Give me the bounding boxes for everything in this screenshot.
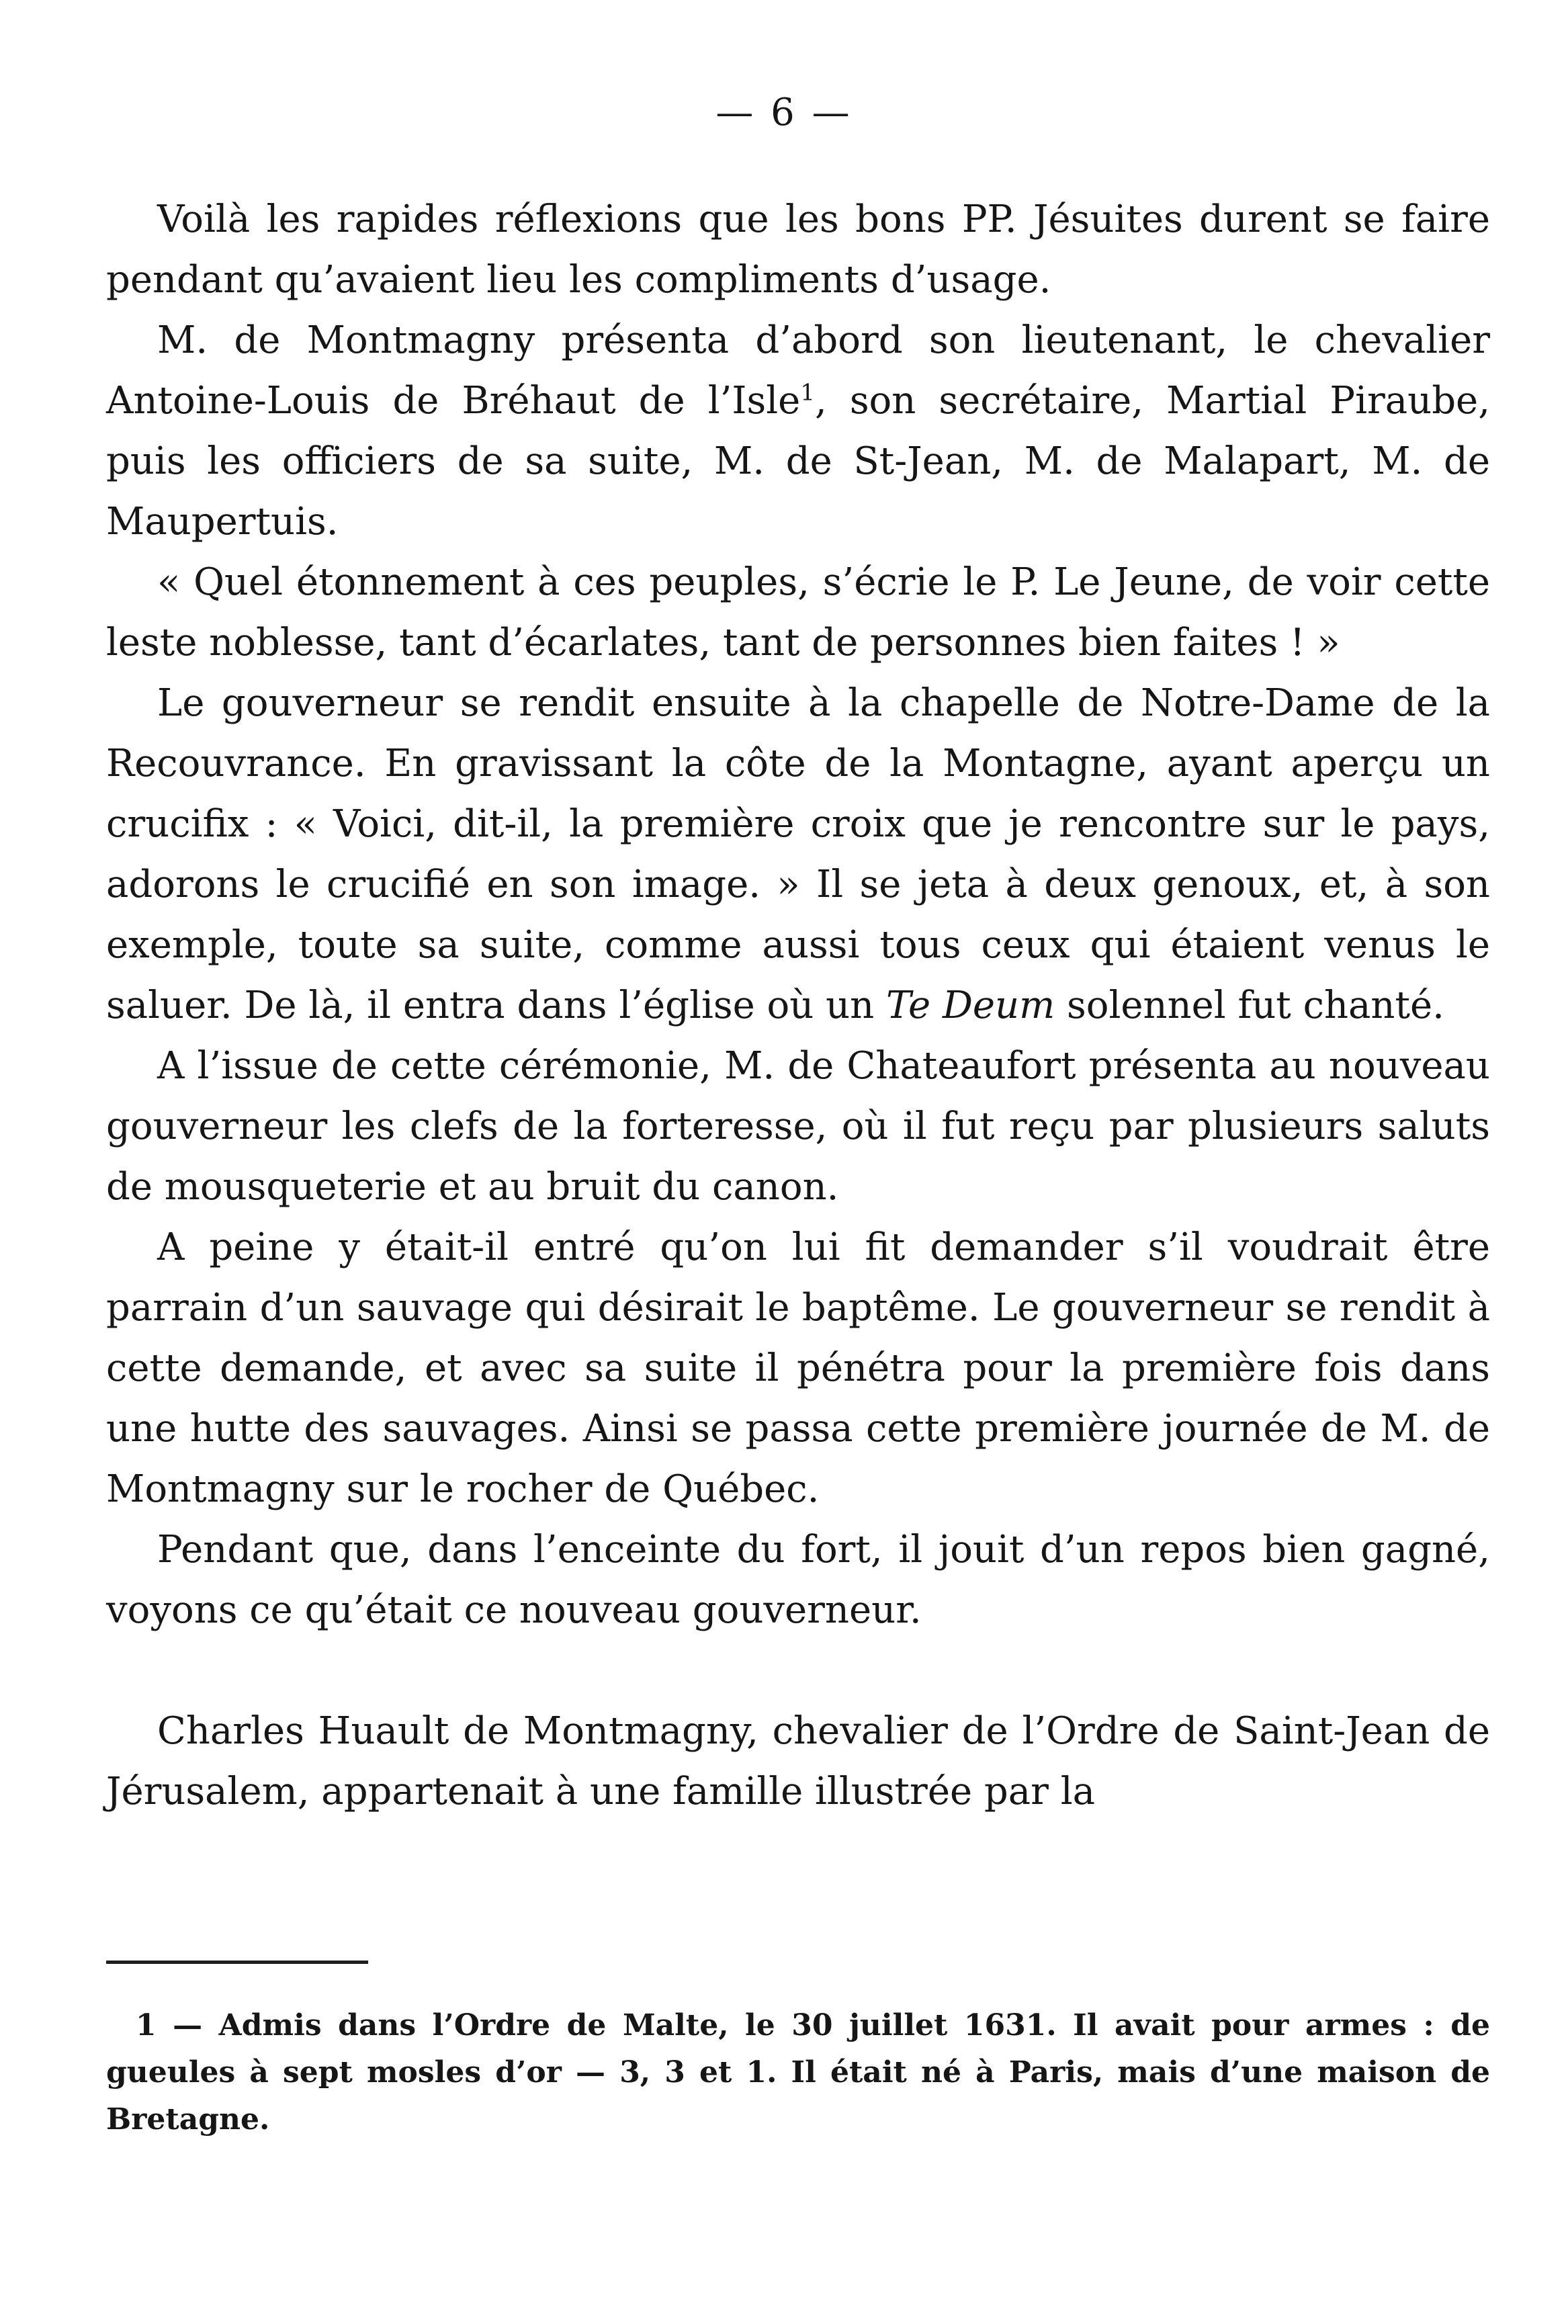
paragraph: Pendant que, dans l’enceinte du fort, il jouit d’un repos bien gagné, voyons ce qu’était ce nouveau gouverneur. — [106, 1528, 1490, 1632]
footnotes — [106, 2002, 1490, 2143]
paragraph: Voilà les rapides réflexions que les bons PP. Jésuites durent se faire pendant qu’avaient lieu les compliments d’usage. — [106, 198, 1490, 302]
paragraph-text: solennel fut chanté. — [1055, 984, 1444, 1027]
main-text — [106, 189, 1490, 1822]
footnote-reference[interactable]: 1 — [800, 379, 815, 406]
paragraph: Charles Huault de Montmagny, chevalier de l’Ordre de Saint-Jean de Jérusalem, appartenait à une famille illustrée par la — [106, 1709, 1490, 1813]
italic-title: Te Deum — [886, 984, 1055, 1027]
paragraph-text: M. de Montmagny présenta d’abord son lieutenant, le chevalier Antoine-Louis de Bréhaut de l’Isle — [106, 318, 1490, 423]
paragraph-text: Le gouverneur se rendit ensuite à la chapelle de Notre-Dame de la Recouvrance. En gravissant la côte de la Montagne, ayant aperçu un crucifix : « Voici, dit-il, la première croix que je rencontre sur le pays, adorons le crucifié en son image. » Il se jeta à deux genoux, et, à son exemple, toute sa suite, comme aussi tous ceux qui étaient venus le saluer. De là, il entra dans l’église où un — [106, 681, 1490, 1027]
footnote: 1 — Admis dans l’Ordre de Malte, le 30 juillet 1631. Il avait pour armes : de gueules à sept mosles d’or — 3, 3 et 1. Il était né à Paris, mais d’une maison de Bretagne. — [106, 2008, 1490, 2137]
page-number: — 6 — — [715, 91, 853, 134]
section-break — [106, 1641, 1490, 1701]
paragraph-text: , son secrétaire, Martial Piraube, puis les officiers de sa suite, M. de St-Jean, M. de Malapart, M. de Maupertuis. — [106, 379, 1490, 544]
quotation-paragraph: « Quel étonnement à ces peuples, s’écrie le P. Le Jeune, de voir cette leste noblesse, tant d’écarlates, tant de personnes bien faites ! » — [106, 560, 1490, 664]
paragraph: A peine y était-il entré qu’on lui fit demander s’il voudrait être parrain d’un sauvage qui désirait le baptême. Le gouverneur se rendit à cette demande, et avec sa suite il pénétra pour la première fois dans une hutte des sauvages. Ainsi se passa cette première journée de M. de Montmagny sur le rocher de Québec. — [106, 1225, 1490, 1511]
paragraph — [106, 673, 1490, 1036]
paragraph: A l’issue de cette cérémonie, M. de Chateaufort présenta au nouveau gouverneur les clefs de la forteresse, où il fut reçu par plusieurs saluts de mousqueterie et au bruit du canon. — [106, 1044, 1490, 1209]
footnote-divider — [106, 1961, 368, 1964]
paragraph — [106, 310, 1490, 552]
